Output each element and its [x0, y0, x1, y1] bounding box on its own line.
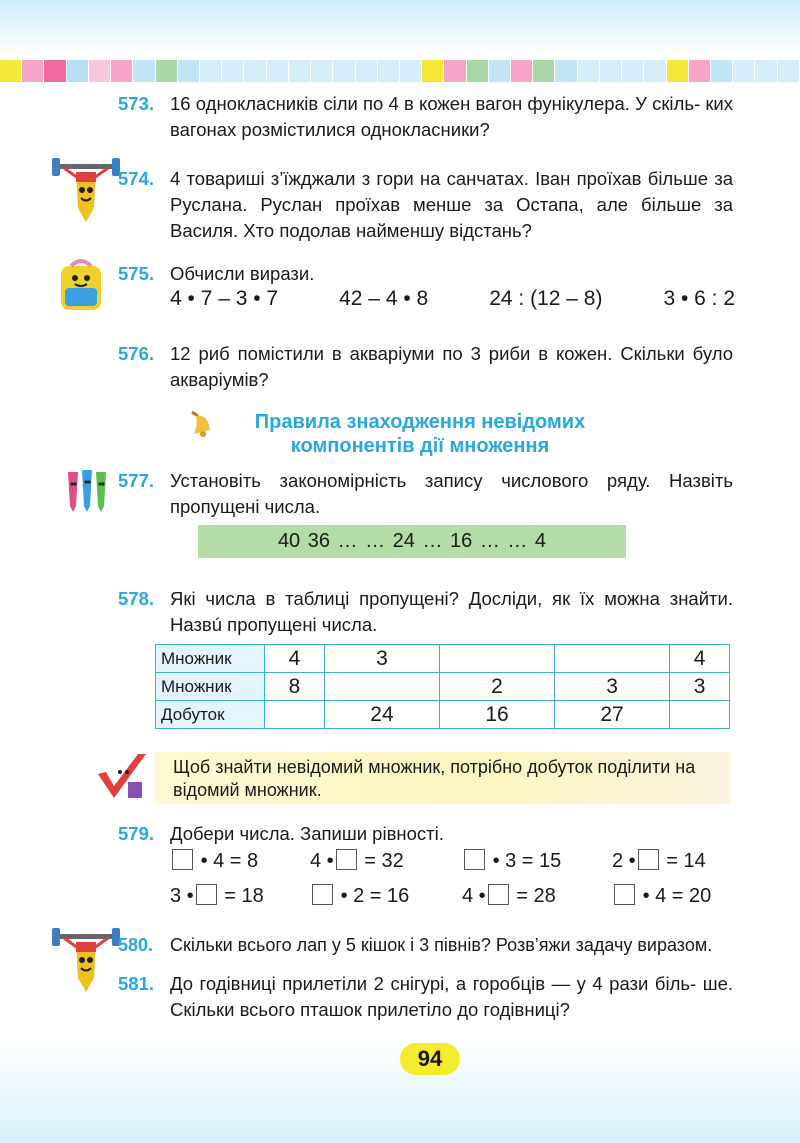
table-row [156, 701, 730, 729]
strip-segment [755, 60, 777, 82]
page-number: 94 [400, 1043, 460, 1075]
table-cell [265, 701, 325, 729]
strip-segment [200, 60, 222, 82]
strip-segment [733, 60, 755, 82]
table-cell: 3 [555, 673, 670, 701]
task-number: 577. [118, 470, 155, 491]
equations-row [170, 849, 740, 877]
strip-segment [178, 60, 200, 82]
task-text: 4 товариші з’їжджали з гори на санчатах. Іван проїхав більше за Руслана. Руслан проїхав менше за Остапа, але більше за Василя. Хто подолав найменшу відстань? [170, 168, 733, 241]
answer-box[interactable] [172, 849, 193, 870]
table-cell: 4 [670, 645, 730, 673]
table-cell: 16 [439, 701, 554, 729]
table-cell: 24 [324, 701, 439, 729]
strip-segment [89, 60, 111, 82]
number-sequence: 40 36 … … 24 … 16 … … 4 [277, 530, 547, 552]
task-581 [118, 971, 733, 1023]
equation: • 4 = 8 [170, 849, 258, 873]
strip-segment [267, 60, 289, 82]
strip-segment [711, 60, 733, 82]
strip-segment [111, 60, 133, 82]
answer-box[interactable] [196, 884, 217, 905]
heading-line: Правила знаходження невідомих [254, 411, 586, 433]
answer-box[interactable] [614, 884, 635, 905]
rule-box [155, 752, 731, 804]
answer-box[interactable] [638, 849, 659, 870]
expression: 42 – 4 • 8 [339, 287, 429, 310]
task-579 [118, 821, 733, 847]
task-text: Установіть закономірність запису числового ряду. Назвіть пропущені числа. [170, 470, 733, 517]
strip-segment [378, 60, 400, 82]
task-text: Які числа в таблиці пропущені? Досліди, як їх можна знайти. Назвú пропущені числа. [170, 588, 733, 635]
expressions-575 [170, 287, 735, 311]
section-heading [180, 410, 660, 458]
pencil-weightlifter-icon [50, 158, 122, 226]
strip-segment [489, 60, 511, 82]
table-cell: 3 [670, 673, 730, 701]
answer-box[interactable] [488, 884, 509, 905]
number-sequence-bar [198, 525, 626, 558]
equation: • 2 = 16 [310, 884, 409, 908]
table-cell: 27 [555, 701, 670, 729]
task-text: Скільки всього лап у 5 кішок і 3 півнів? Розв’яжи задачу виразом. [170, 935, 713, 955]
strip-segment [333, 60, 355, 82]
expression: 4 • 7 – 3 • 7 [170, 287, 279, 310]
table-cell [670, 701, 730, 729]
table-cell [555, 645, 670, 673]
equation: 2 • = 14 [612, 850, 706, 872]
task-574 [118, 166, 733, 244]
strip-segment [311, 60, 333, 82]
row-label: Множник [156, 645, 265, 673]
task-number: 579. [118, 823, 155, 844]
table-cell [439, 645, 554, 673]
task-number: 580. [118, 935, 154, 955]
equation: 4 • = 32 [310, 850, 404, 872]
answer-box[interactable] [464, 849, 485, 870]
strip-segment [0, 60, 22, 82]
strip-segment [778, 60, 800, 82]
strip-segment [689, 60, 711, 82]
strip-segment [289, 60, 311, 82]
strip-segment [578, 60, 600, 82]
strip-segment [422, 60, 444, 82]
task-577 [118, 468, 733, 520]
task-text: 12 риб помістили в акваріуми по 3 риби в кожен. Скільки було акваріумів? [170, 343, 733, 390]
table-cell: 8 [265, 673, 325, 701]
expression: 3 • 6 : 2 [663, 287, 735, 310]
answer-box[interactable] [336, 849, 357, 870]
task-number: 573. [118, 93, 155, 114]
pencil-weightlifter-icon [50, 928, 122, 996]
task-number: 581. [118, 973, 155, 994]
strip-segment [400, 60, 422, 82]
task-text: Добери числа. Запиши рівності. [170, 823, 444, 844]
table-cell [324, 673, 439, 701]
strip-segment [622, 60, 644, 82]
strip-segment [44, 60, 66, 82]
table-cell: 2 [439, 673, 554, 701]
task-text: 16 однокласників сіли по 4 в кожен вагон фунікулера. У скіль- ких вагонах розмістилися однокласники? [170, 93, 733, 140]
task-575 [118, 261, 733, 287]
equation: • 3 = 15 [462, 849, 561, 873]
strip-segment [67, 60, 89, 82]
task-number: 574. [118, 168, 155, 189]
task-text: Обчисли вирази. [170, 263, 315, 284]
strip-segment [444, 60, 466, 82]
task-text: До годівниці прилетіли 2 снігурі, а горобців — у 4 рази біль- ше. Скільки всього пташок прилетіло до годівниці? [170, 973, 733, 1020]
strip-segment [667, 60, 689, 82]
strip-segment [511, 60, 533, 82]
task-578 [118, 586, 733, 638]
strip-segment [467, 60, 489, 82]
strip-segment [244, 60, 266, 82]
strip-segment [356, 60, 378, 82]
checkmark-icon [94, 752, 150, 802]
strip-segment [644, 60, 666, 82]
equation: 3 • = 18 [170, 885, 264, 907]
multiplication-table [155, 644, 730, 729]
strip-segment [156, 60, 178, 82]
row-label: Добуток [156, 701, 265, 729]
task-576 [118, 341, 733, 393]
row-label: Множник [156, 673, 265, 701]
table-row [156, 673, 730, 701]
strip-segment [222, 60, 244, 82]
heading-line: компонентів дії множення [290, 435, 550, 457]
strip-segment [533, 60, 555, 82]
equations-row [170, 884, 740, 912]
equation: • 4 = 20 [612, 884, 711, 908]
task-number: 575. [118, 263, 155, 284]
answer-box[interactable] [312, 884, 333, 905]
strip-segment [600, 60, 622, 82]
task-573 [118, 91, 733, 143]
table-cell: 3 [324, 645, 439, 673]
table-cell: 4 [265, 645, 325, 673]
rule-text: Щоб знайти невідомий множник, потрібно добуток поділити на відомий множник. [173, 757, 696, 800]
task-580 [118, 932, 733, 958]
task-number: 578. [118, 588, 155, 609]
backpack-icon [55, 258, 107, 314]
strip-segment [133, 60, 155, 82]
strip-segment [555, 60, 577, 82]
task-number: 576. [118, 343, 155, 364]
decorative-color-strip [0, 60, 800, 82]
strip-segment [22, 60, 44, 82]
expression: 24 : (12 – 8) [489, 287, 603, 310]
pencils-icon [62, 468, 118, 514]
equation: 4 • = 28 [462, 885, 556, 907]
table-row [156, 645, 730, 673]
